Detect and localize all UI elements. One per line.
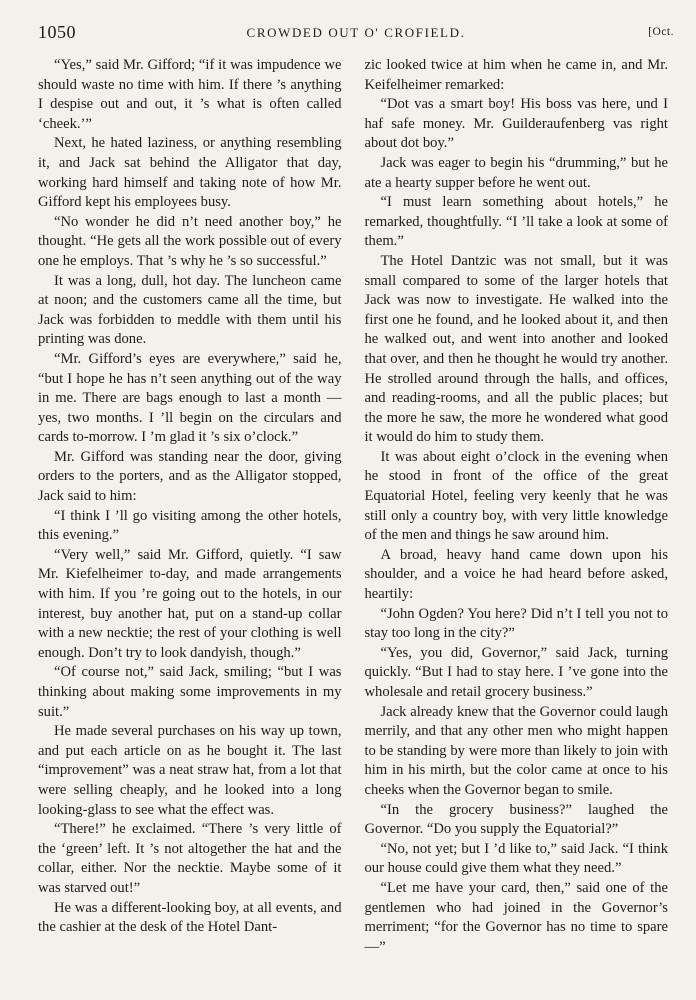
page-number: 1050 [38,22,76,42]
running-header [38,22,674,44]
right-column [365,56,669,957]
paragraph: The Hotel Dantzic was not small, but it was small compared to some of the larger hotels that Jack was now to investigate. He walked into the first one he found, and he looked about it, and then he walked out, and went into another and looked that over, and then he thought he would try another. He strolled around through the halls, and offices, and reading-rooms, and all the public places; but the more he saw, the more he wondered what good it would do him to study them. [364,252,668,446]
paragraph: “John Ogden? You here? Did n’t I tell you not to stay too long in the city?” [364,605,668,642]
paragraph: Jack was eager to begin his “drumming,” but he ate a hearty supper before he went out. [364,154,668,191]
paragraph: “No, not yet; but I ’d like to,” said Jack. “I think our house could give them what they need.” [364,840,668,877]
paragraph: “There!” he exclaimed. “There ’s very little of the ‘green’ left. It ’s not altogether the hat and the collar, either. Nor the necktie. Maybe some of it was starved out!” [38,821,342,896]
paragraph: “Yes,” said Mr. Gifford; “if it was impudence we should waste no time with him. If there ’s anything I despise out and out, it ’s what is often called ‘cheek.’” [38,57,342,132]
paragraph: He made several purchases on his way up town, and put each article on as he bought it. The last “improvement” was a neat straw hat, from a lot that were selling cheaply, and he looked into a long looking-glass to see what the effect was. [38,723,342,818]
text-columns [38,56,668,957]
paragraph: “In the grocery business?” laughed the Governor. “Do you supply the Equatorial?” [364,801,668,838]
paragraph: He was a different-looking boy, at all events, and the cashier at the desk of the Hotel Dant- [38,899,342,936]
paragraph: “Very well,” said Mr. Gifford, quietly. “I saw Mr. Kiefelheimer to-day, and made arrangements with him. If you ’re going out to the hotels, in our interest, buy another hat, put on a stand-up collar with a new necktie; the rest of your clothing is well enough. Don’t try to look dandyish, though.” [38,546,342,661]
paragraph: “Yes, you did, Governor,” said Jack, turning quickly. “But I had to stay here. I ’ve gone into the wholesale and retail grocery business.” [364,644,668,700]
paragraph: “Dot vas a smart boy! His boss vas here, und I haf safe money. Mr. Guilderaufenberg vas right about dot boy.” [364,96,668,152]
paragraph: A broad, heavy hand came down upon his shoulder, and a voice he had heard before asked, heartily: [364,546,668,603]
paragraph: It was about eight o’clock in the evening when he stood in front of the office of the great Equatorial Hotel, feeling very keenly that he was still only a country boy, with very little knowledge of the men and things he saw around him. [364,448,668,544]
paragraph: Jack already knew that the Governor could laugh merrily, and that any other men who might happen to be standing by were more than likely to join with him in his mirth, but the color came at once to his cheeks when the Governor began to smile. [364,703,668,798]
paragraph: “Of course not,” said Jack, smiling; “but I was thinking about making some improvements in my suit.” [38,664,342,720]
paragraph: It was a long, dull, hot day. The luncheon came at noon; and the customers came all the time, but Jack was forbidden to meddle with them until his printing was done. [38,272,342,348]
paragraph: Mr. Gifford was standing near the door, giving orders to the porters, and as the Alligator stopped, Jack said to him: [38,448,342,505]
issue-month: [Oct. [648,26,674,38]
paragraph: “No wonder he did n’t need another boy,” he thought. “He gets all the work possible out of every one he employs. That ’s why he ’s so successful.” [38,213,342,269]
paragraph: Next, he hated laziness, or anything resembling it, and Jack sat behind the Alligator that day, working hard himself and taking note of how Mr. Gifford kept his employees busy. [38,135,342,211]
paragraph: “Mr. Gifford’s eyes are everywhere,” said he, “but I hope he has n’t seen anything out of the way in me. There are bags enough to last a month — yes, two months. I ’ll begin on the circulars and cards to-morrow. I ’m glad it ’s six o’clock.” [38,350,342,446]
running-title: CROWDED OUT O' CROFIELD. [246,25,466,40]
paragraph: “I think I ’ll go visiting among the other hotels, this evening.” [38,507,342,544]
paragraph: zic looked twice at him when he came in, and Mr. Keifelheimer remarked: [364,57,668,93]
paragraph: “Let me have your card, then,” said one of the gentlemen who had joined in the Governor’s merriment; “for the Governor has no time to spare —” [364,879,668,955]
left-column [38,56,342,957]
paragraph: “I must learn something about hotels,” he remarked, thoughtfully. “I ’ll take a look at some of them.” [364,194,668,250]
